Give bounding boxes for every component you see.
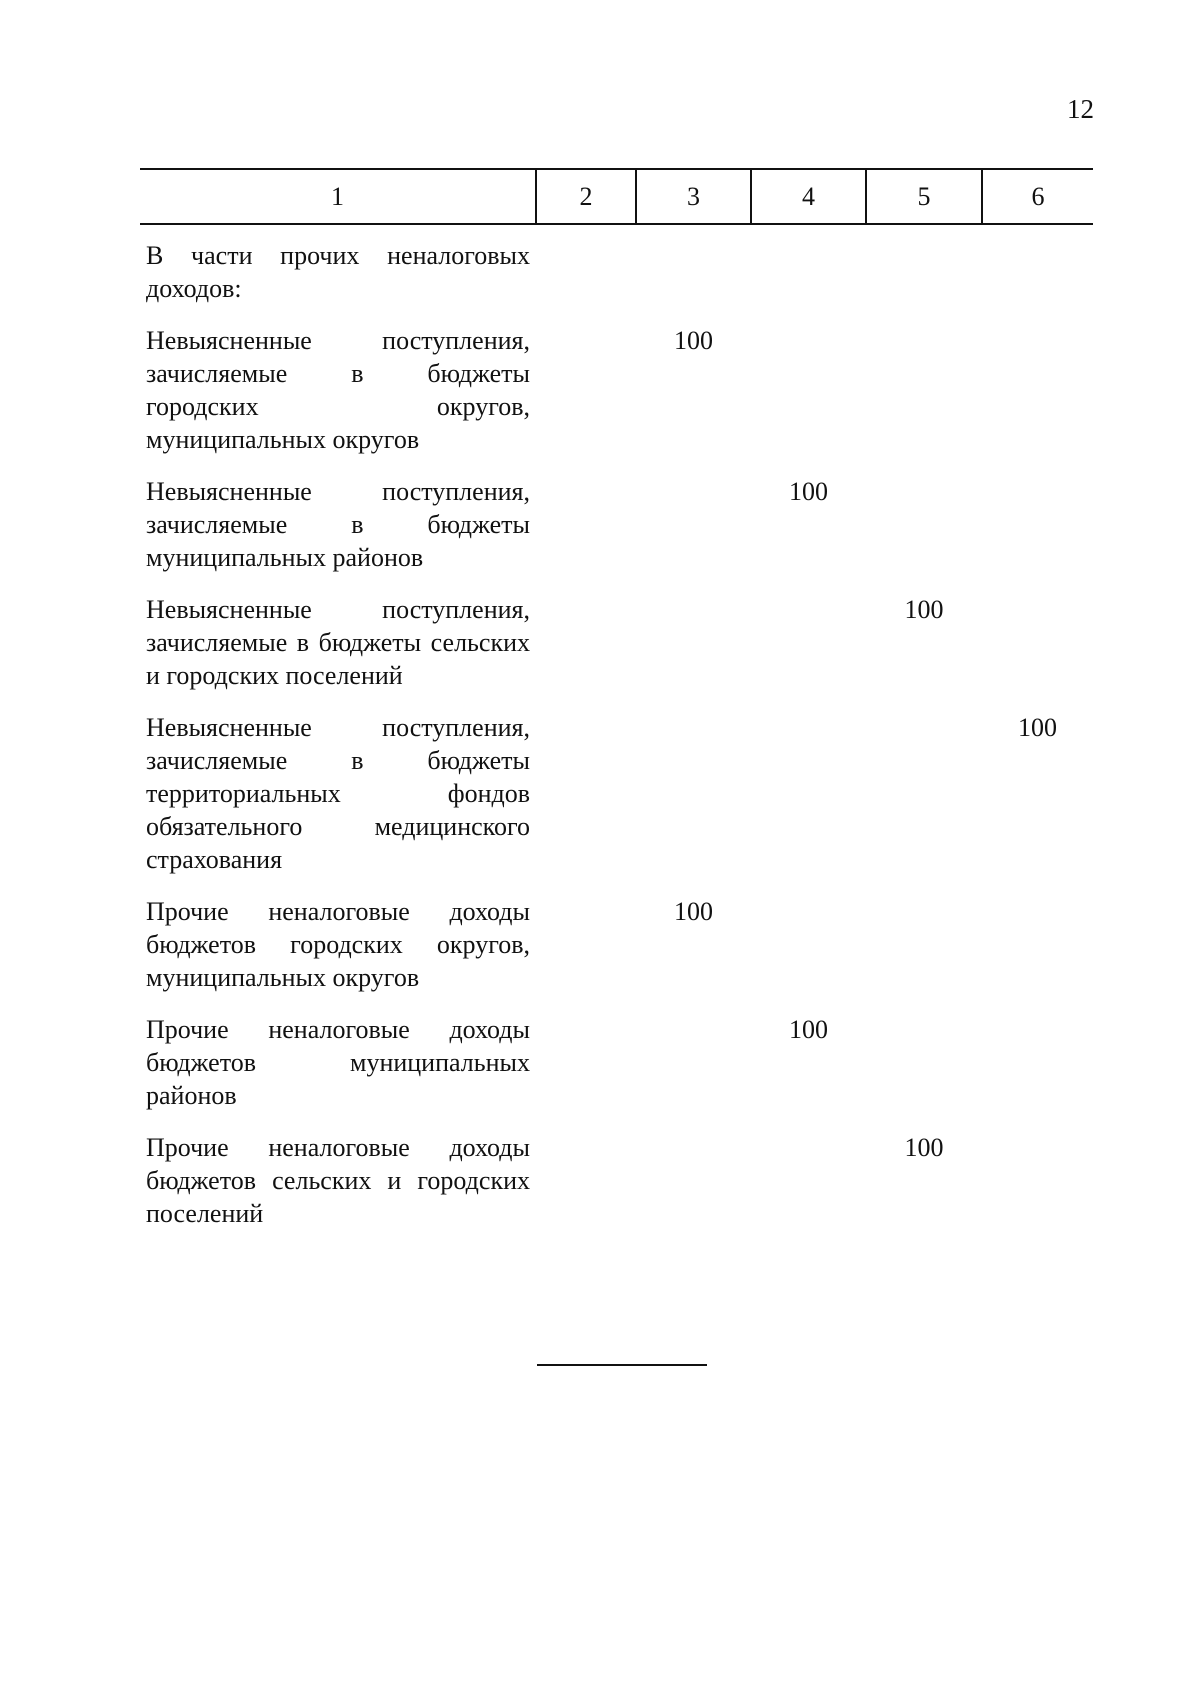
table-row bbox=[140, 224, 1093, 324]
cell-col-5 bbox=[866, 1013, 982, 1131]
row-description: Невыясненные поступления, зачисляемые в бюджеты территориальных фондов обязательного медицинского страхования bbox=[146, 713, 530, 874]
budget-table-container bbox=[140, 168, 1093, 1249]
cell-col-5 bbox=[866, 324, 982, 475]
cell-col-3 bbox=[636, 224, 751, 324]
table-row bbox=[140, 475, 1093, 593]
cell-col-2 bbox=[536, 1013, 636, 1131]
cell-col-4 bbox=[751, 1131, 866, 1249]
table-header-row bbox=[140, 169, 1093, 224]
row-description: Невыясненные поступления, зачисляемые в бюджеты городских округов, муниципальных округов bbox=[146, 326, 530, 454]
cell-col-6 bbox=[982, 895, 1093, 1013]
cell-col-4 bbox=[751, 895, 866, 1013]
budget-distribution-table bbox=[140, 168, 1093, 1249]
cell-col-4 bbox=[751, 224, 866, 324]
cell-col-3: 100 bbox=[674, 326, 713, 355]
cell-col-2 bbox=[536, 711, 636, 895]
cell-col-4: 100 bbox=[789, 1015, 828, 1044]
cell-col-2 bbox=[536, 224, 636, 324]
cell-col-2 bbox=[536, 593, 636, 711]
cell-col-6 bbox=[982, 324, 1093, 475]
page-number: 12 bbox=[1067, 94, 1094, 124]
column-header-2: 2 bbox=[536, 169, 636, 224]
cell-col-5 bbox=[866, 475, 982, 593]
table-row bbox=[140, 1131, 1093, 1249]
cell-col-3 bbox=[636, 1013, 751, 1131]
column-header-5: 5 bbox=[866, 169, 982, 224]
cell-col-5: 100 bbox=[904, 595, 944, 624]
cell-col-6 bbox=[982, 475, 1093, 593]
cell-col-5 bbox=[866, 224, 982, 324]
row-description: Невыясненные поступления, зачисляемые в бюджеты сельских и городских поселений bbox=[146, 595, 530, 690]
cell-col-2 bbox=[536, 324, 636, 475]
cell-col-4 bbox=[751, 711, 866, 895]
column-header-1: 1 bbox=[140, 169, 536, 224]
cell-col-2 bbox=[536, 475, 636, 593]
row-description: В части прочих неналоговых доходов: bbox=[146, 241, 530, 303]
column-header-3: 3 bbox=[636, 169, 751, 224]
row-description: Прочие неналоговые доходы бюджетов муниципальных районов bbox=[146, 1015, 530, 1110]
column-header-6: 6 bbox=[982, 169, 1093, 224]
table-row bbox=[140, 1013, 1093, 1131]
cell-col-6 bbox=[982, 593, 1093, 711]
cell-col-6 bbox=[982, 224, 1093, 324]
cell-col-3 bbox=[636, 1131, 751, 1249]
cell-col-3: 100 bbox=[674, 897, 713, 926]
cell-col-4 bbox=[751, 324, 866, 475]
row-description: Прочие неналоговые доходы бюджетов городских округов, муниципальных округов bbox=[146, 897, 530, 992]
table-row bbox=[140, 593, 1093, 711]
table-row bbox=[140, 711, 1093, 895]
cell-col-3 bbox=[636, 711, 751, 895]
closing-divider bbox=[537, 1364, 707, 1366]
table-row bbox=[140, 324, 1093, 475]
row-description: Прочие неналоговые доходы бюджетов сельских и городских поселений bbox=[146, 1133, 530, 1228]
cell-col-2 bbox=[536, 1131, 636, 1249]
cell-col-3 bbox=[636, 593, 751, 711]
cell-col-5 bbox=[866, 895, 982, 1013]
column-header-4: 4 bbox=[751, 169, 866, 224]
cell-col-6 bbox=[982, 1013, 1093, 1131]
cell-col-6: 100 bbox=[1018, 713, 1057, 742]
cell-col-2 bbox=[536, 895, 636, 1013]
cell-col-5: 100 bbox=[904, 1133, 944, 1162]
cell-col-4 bbox=[751, 593, 866, 711]
row-description: Невыясненные поступления, зачисляемые в бюджеты муниципальных районов bbox=[146, 477, 530, 572]
cell-col-4: 100 bbox=[789, 477, 828, 506]
cell-col-3 bbox=[636, 475, 751, 593]
cell-col-6 bbox=[982, 1131, 1093, 1249]
cell-col-5 bbox=[866, 711, 982, 895]
table-row bbox=[140, 895, 1093, 1013]
